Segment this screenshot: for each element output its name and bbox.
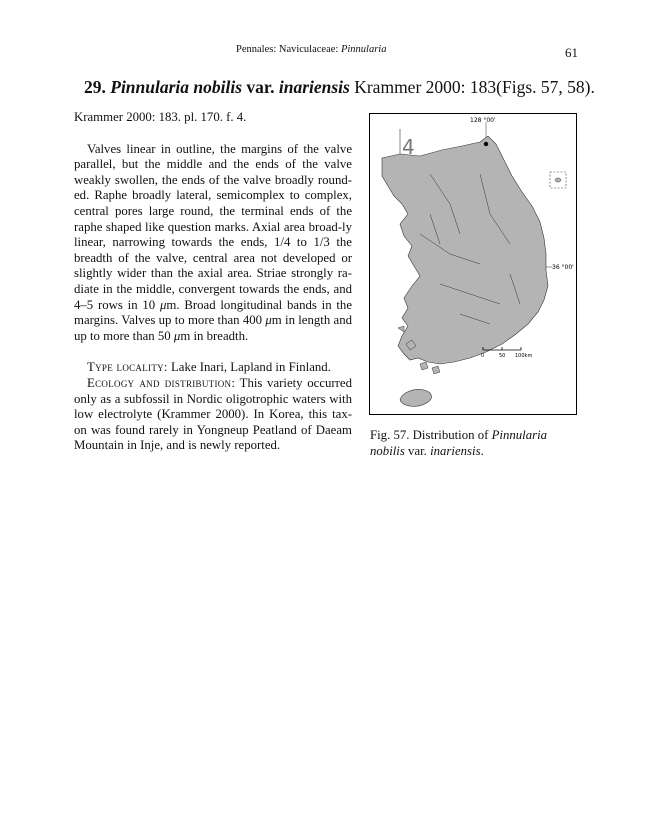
authority: Krammer 2000: 183: [354, 77, 497, 97]
type-locality-text: Lake Inari, Lapland in Finland.: [167, 360, 331, 375]
running-header: [236, 44, 386, 55]
type-locality-paragraph: [74, 360, 352, 376]
latitude-label: 36 °00': [552, 264, 574, 271]
description-paragraph: Valves linear in outline, the margins of the valve parallel, but the middle and the ends of the valve weakly swollen, the ends of the valve broadly round-ed. Raphe broadly lateral, semicomplex to complex, central pores large round, the terminal ends of the raphe shaped like question marks. Axial area broad-ly linear, narrowing towards the ends, 1/4 to 1/3 the breadth of the valve, central area not developed or slightly wider than the axial area. Striae strongly ra-diate in the middle, convergent towards the ends, and 4–5 rows in 10 μm. Broad longitudinal bands in the margins. Valves up to more than 400 μm in length and up to more than 50 μm in breadth.: [74, 141, 353, 343]
scale-label-100: 100km: [515, 353, 533, 359]
reference-line: Krammer 2000: 183. pl. 170. f. 4.: [74, 110, 247, 124]
peninsula-shape: [382, 136, 548, 364]
left-column: [74, 110, 352, 454]
distribution-map: [369, 113, 577, 415]
type-locality-label: Type locality:: [87, 360, 168, 375]
grid-number: 4: [402, 135, 415, 159]
species-number: 29.: [84, 77, 106, 97]
ecology-text: This variety occurred only as a subfossil in Nordic oligotrophic waters with low electrolyte (Krammer 2000). In Korea, this tax-on was found rarely in Yongneup Peatland of Daeam Mountain in Inje, and is newly reported.: [74, 375, 353, 453]
scale-label-0: 0: [481, 353, 485, 359]
var-label: var.: [246, 77, 275, 97]
ecology-label: Ecology and distribution:: [87, 375, 236, 390]
page-number: 61: [565, 45, 578, 60]
caption-variety: inariensis: [430, 443, 481, 458]
caption-taxon: Pinnularia nobilis: [370, 428, 548, 458]
ecology-paragraph: [74, 376, 352, 454]
jeju-island: [400, 389, 431, 406]
inset-island: [555, 178, 561, 182]
taxon-name: Pinnularia nobilis: [110, 77, 243, 97]
section-title: [84, 77, 595, 98]
running-header-prefix: Pennales: Naviculaceae:: [236, 44, 341, 55]
figure-refs: (Figs. 57, 58).: [496, 77, 595, 97]
locality-marker: [484, 142, 488, 146]
taxon-variety: inariensis: [278, 77, 350, 97]
running-header-genus: Pinnularia: [340, 44, 387, 55]
map-svg: [370, 114, 578, 416]
figure-caption: Fig. 57. Distribution of Pinnularia nobilis var. inariensis.: [370, 428, 548, 458]
scale-label-50: 50: [499, 353, 506, 359]
longitude-label: 128 °00': [470, 117, 496, 124]
